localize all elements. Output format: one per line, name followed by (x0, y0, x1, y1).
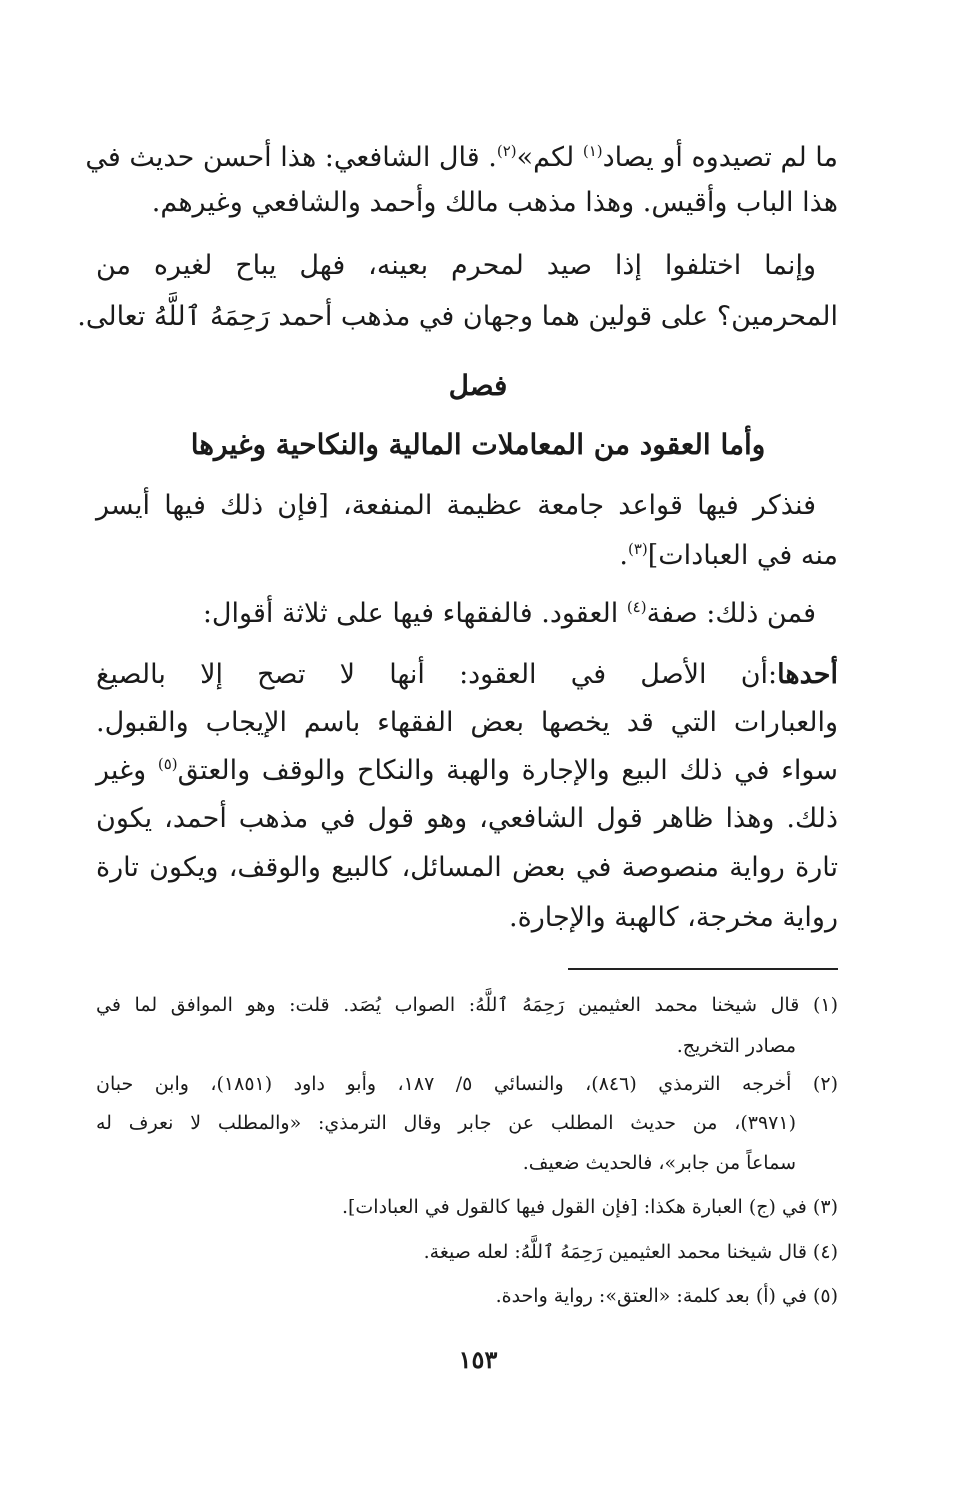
footnote-ref-2: (٢) (496, 142, 517, 160)
body-line-8: أحدها:أن الأصل في العقود: أنها لا تصح إلا بالصيغ (96, 659, 838, 690)
footnote-2-line-1: (٢) أخرجه الترمذي (٨٤٦)، والنسائي ٥/ ١٨٧، وأبو داود (١٨٥١)، وابن حبان (96, 1073, 838, 1095)
body-line-12: تارة رواية منصوصة في بعض المسائل، كالبيع والوقف، ويكون تارة (96, 852, 839, 883)
footnote-2-line-3: سماعاً من جابر»، فالحديث ضعيف. (522, 1152, 796, 1174)
body-line-11: ذلك. وهذا ظاهر قول الشافعي، وهو قول في مذهب أحمد، يكون (96, 803, 838, 834)
footnote-1-line-1: (١) قال شيخنا محمد العثيمين رَحِمَهُ ٱللَّهُ: الصواب يُصَد. قلت: وهو الموافق لما في (96, 994, 839, 1016)
footnote-ref-1: (١) (582, 142, 603, 160)
body-line-7: فمن ذلك: صفة$^{(٤)}$ العقود. فالفقهاء فيها على ثلاثة أقوال: (202, 598, 816, 629)
footnote-ref-3: (٣) (627, 540, 648, 558)
body-line-10: سواء في ذلك البيع والإجارة والهبة والنكاح والوقف والعتق$^{(٥)}$ وغير (96, 755, 838, 786)
section-title: وأما العقود من المعاملات المالية والنكاحية وغيرها (190, 428, 766, 461)
body-line-5: فنذكر فيها قواعد جامعة عظيمة المنفعة، [فإن ذلك فيها أيسر (96, 490, 816, 521)
body-line-13: رواية مخرجة، كالهبة والإجارة. (509, 902, 838, 933)
body-line-9: والعبارات التي قد يخصها بعض الفقهاء باسم الإيجاب والقبول. (96, 707, 838, 738)
enumeration-lead: أحدها (777, 659, 838, 690)
footnote-separator (568, 968, 838, 970)
footnote-3: (٣) في (ج) العبارة هكذا: [فإن القول فيها كالقول في العبادات]. (341, 1196, 838, 1218)
footnote-ref-5: (٥) (157, 755, 178, 773)
body-line-3: وإنما اختلفوا إذا صيد لمحرم بعينه، فهل يباح لغيره من (96, 250, 816, 281)
footnote-4: (٤) قال شيخنا محمد العثيمين رَحِمَهُ ٱللَّهُ: لعله صيغة. (423, 1241, 838, 1263)
footnote-5: (٥) في (أ) بعد كلمة: «العتق»: رواية واحدة. (495, 1285, 838, 1307)
body-line-2: هذا الباب وأقيس. وهذا مذهب مالك وأحمد والشافعي وغيرهم. (151, 187, 838, 218)
body-line-4: المحرمين؟ على قولين هما وجهان في مذهب أحمد رَحِمَهُ ٱللَّهُ تعالى. (77, 301, 838, 332)
section-word: فصل (448, 369, 508, 402)
footnote-1-line-2: مصادر التخريج. (676, 1035, 796, 1057)
page-number: ١٥٣ (458, 1345, 498, 1374)
body-line-6: منه في العبادات]$^{(٣)}$. (619, 540, 838, 571)
body-line-1: ما لم تصيدوه أو يصاد$^{(١)}$ لكم»$^{(٢)}$. قال الشافعي: هذا أحسن حديث في (85, 142, 838, 173)
footnote-ref-4: (٤) (626, 598, 647, 616)
footnote-2-line-2: (٣٩٧١)، من حديث المطلب عن جابر وقال الترمذي: «والمطلب لا نعرف له (96, 1112, 796, 1134)
